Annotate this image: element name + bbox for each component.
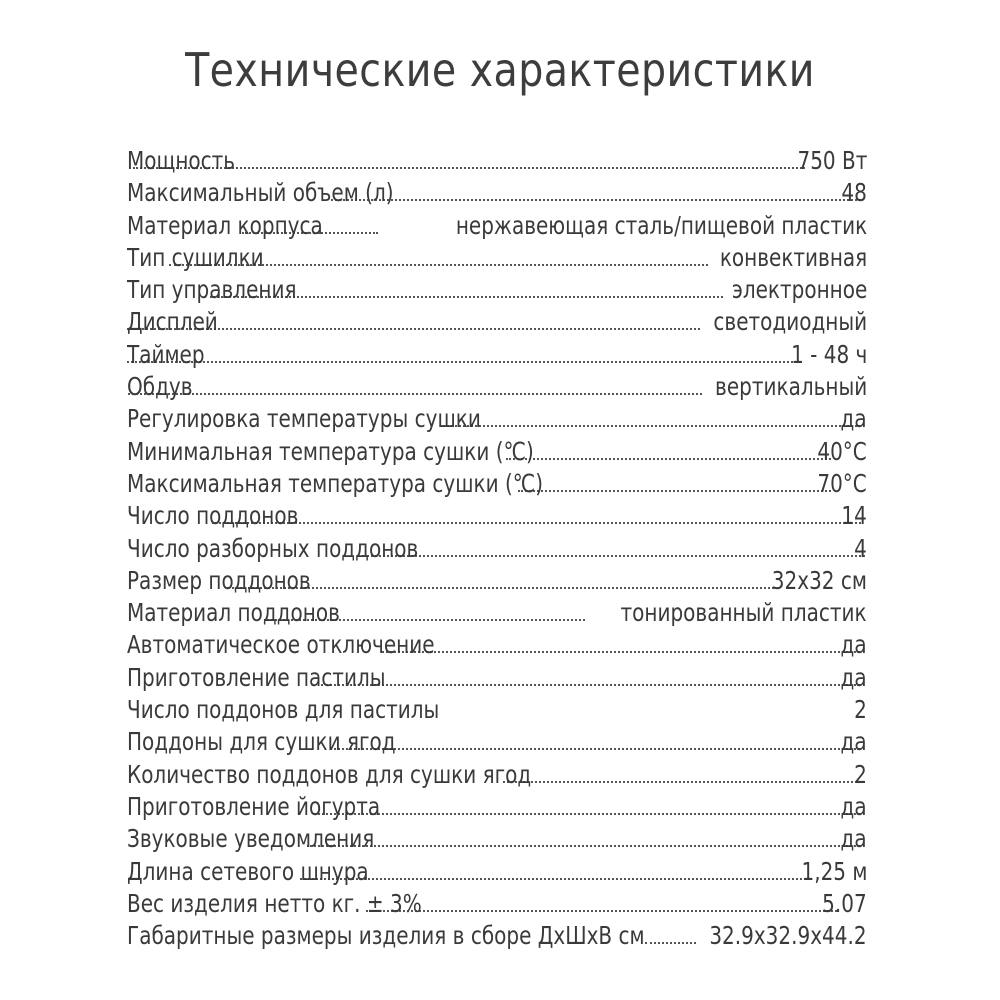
spec-value: 1,25 м	[801, 856, 867, 886]
spec-label: Число поддонов для пастилы	[127, 695, 440, 725]
spec-row-max-volume	[127, 177, 867, 209]
spec-row-timer	[127, 339, 867, 371]
spec-label: Длина сетевого шнура	[127, 856, 369, 886]
spec-value: конвективная	[719, 242, 867, 272]
spec-value: 5.07	[822, 888, 867, 918]
spec-value: 40°C	[817, 436, 867, 466]
spec-value: 750 Вт	[797, 146, 867, 175]
spec-row-airflow	[127, 371, 867, 403]
spec-row-tray-size	[127, 565, 867, 597]
dot-leader	[127, 361, 797, 363]
spec-value: 14	[841, 501, 867, 531]
spec-row-tray-material	[127, 597, 867, 629]
spec-label: Максимальный объем (л)	[127, 178, 394, 208]
spec-value: тонированный пластик	[620, 598, 867, 628]
spec-label: Звуковые уведомления	[127, 824, 375, 854]
spec-label: Приготовление пастилы	[127, 662, 386, 692]
dot-leader	[307, 845, 860, 847]
spec-value: да	[840, 404, 867, 434]
spec-label: Минимальная температура сушки (℃)	[127, 436, 534, 466]
spec-label: Автоматическое отключение	[127, 630, 435, 660]
spec-value: да	[840, 727, 867, 757]
spec-value: электронное	[731, 275, 867, 305]
dot-leader	[362, 555, 867, 557]
spec-label: Обдув	[127, 372, 193, 402]
spec-row-sound	[127, 823, 867, 855]
spec-row-pastila	[127, 662, 867, 694]
spec-row-min-temp	[127, 436, 867, 468]
spec-row-cord-length	[127, 856, 867, 888]
spec-row-berry-tray-count	[127, 759, 867, 791]
spec-label: Дисплей	[127, 307, 218, 337]
spec-value: 32x32 см	[771, 565, 867, 595]
spec-label: Мощность	[127, 146, 236, 175]
spec-value: 4	[854, 533, 867, 563]
spec-row-pastila-trays	[127, 694, 867, 726]
spec-row-auto-off	[127, 629, 867, 661]
spec-row-yogurt	[127, 791, 867, 823]
spec-label: Материал корпуса	[127, 210, 323, 240]
spec-label: Габаритные размеры изделия в сборе ДхШхВ см	[127, 921, 645, 951]
spec-label: Приготовление йогурта	[127, 791, 381, 821]
dot-leader	[334, 748, 860, 750]
spec-row-body-material	[127, 210, 867, 242]
dot-leader	[331, 199, 861, 201]
dot-leader	[503, 781, 867, 783]
dot-leader	[300, 878, 810, 880]
spec-value: 32.9x32.9x44.2	[709, 921, 867, 951]
spec-label: Тип сушилки	[127, 242, 264, 272]
dot-leader	[314, 813, 860, 815]
spec-label: Регулировка температуры сушки	[127, 404, 481, 434]
page-title: Технические характеристики	[185, 43, 815, 97]
spec-value: нержавеющая сталь/пищевой пластик	[455, 210, 867, 240]
spec-label: Размер поддонов	[127, 565, 311, 595]
dot-leader	[321, 684, 860, 686]
spec-label: Тип управления	[127, 275, 297, 305]
spec-row-collapsible-trays	[127, 533, 867, 565]
spec-row-tray-count	[127, 500, 867, 532]
dot-leader	[440, 425, 860, 427]
dot-leader	[645, 942, 696, 944]
spec-label: Количество поддонов для сушки ягод	[127, 759, 532, 789]
spec-row-dimensions	[127, 920, 867, 952]
spec-value: да	[840, 824, 867, 854]
spec-list	[127, 145, 867, 952]
spec-value: 70°C	[817, 468, 867, 498]
dot-leader	[506, 458, 831, 460]
spec-row-net-weight	[127, 888, 867, 920]
spec-value: 48	[841, 178, 867, 208]
spec-value: светодиодный	[713, 307, 867, 337]
spec-value: 2	[854, 759, 867, 789]
spec-row-temp-control	[127, 403, 867, 435]
spec-row-control-type	[127, 274, 867, 306]
spec-row-berry-trays	[127, 726, 867, 758]
spec-label: Материал поддонов	[127, 598, 340, 628]
spec-value: да	[840, 662, 867, 692]
spec-value: 1 - 48 ч	[790, 339, 867, 369]
spec-value: вертикальный	[714, 372, 867, 402]
dot-leader	[212, 522, 861, 524]
spec-value: да	[840, 630, 867, 660]
spec-value: да	[840, 791, 867, 821]
spec-label: Таймер	[127, 339, 205, 369]
spec-label: Число разборных поддонов	[127, 533, 419, 563]
dot-leader	[127, 393, 702, 395]
dot-leader	[366, 910, 837, 912]
spec-row-dryer-type	[127, 242, 867, 274]
spec-row-power	[127, 145, 867, 177]
spec-row-max-temp	[127, 468, 867, 500]
spec-value: 2	[854, 695, 867, 725]
spec-label: Поддоны для сушки ягод	[127, 727, 396, 757]
dot-leader	[382, 651, 860, 653]
dot-leader	[518, 490, 831, 492]
spec-row-display	[127, 306, 867, 338]
spec-label: Число поддонов	[127, 501, 299, 531]
spec-label: Максимальная температура сушки (℃)	[127, 468, 544, 498]
spec-label: Вес изделия нетто кг. ± 3%	[127, 888, 422, 918]
